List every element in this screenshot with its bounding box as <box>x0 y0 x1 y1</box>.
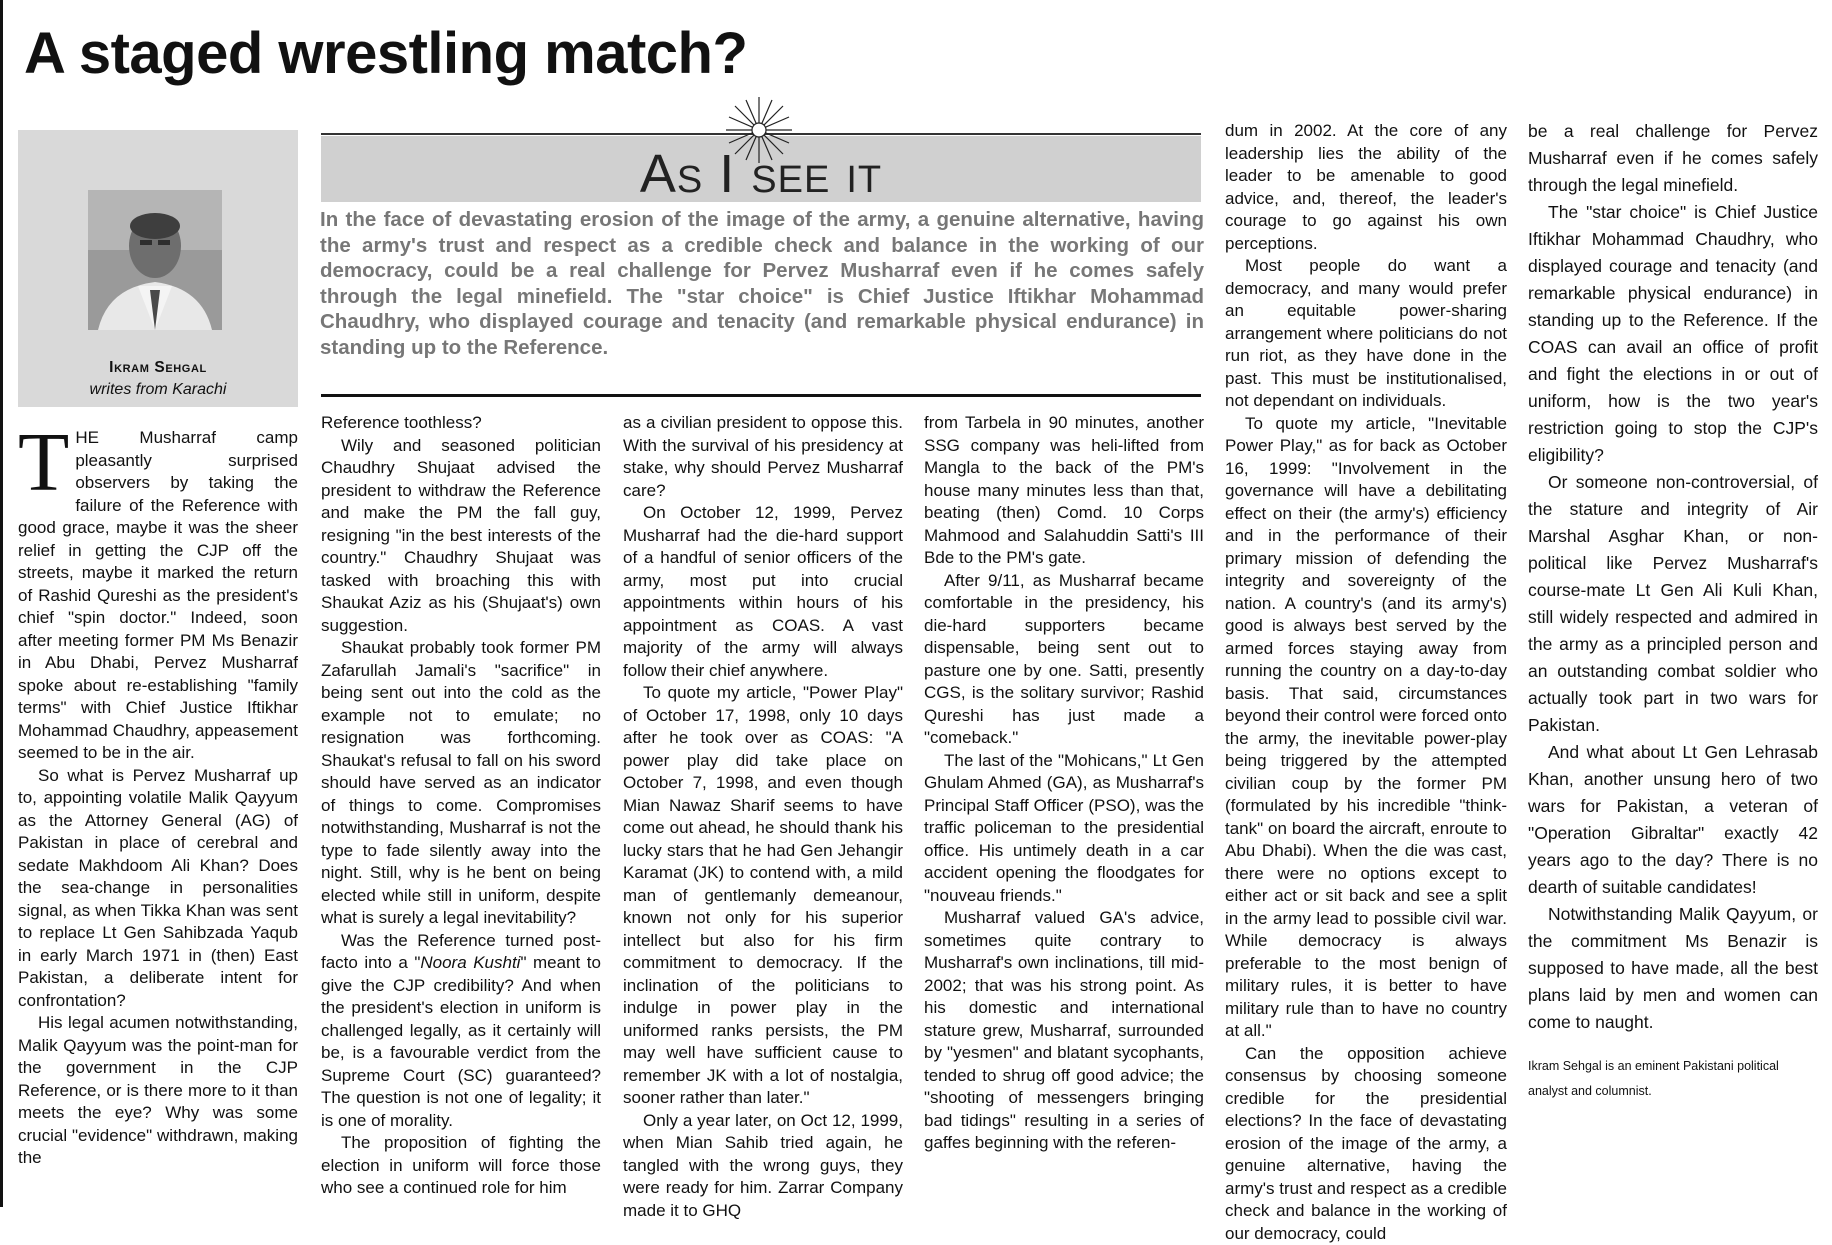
author-location: writes from Karachi <box>18 381 298 399</box>
pullquote: In the face of devastating erosion of the image of the army, a genuine alternative, having the army's trust and respect as a credible check and balance in the working of our democracy, could be a real challenge for Pervez Musharraf even if he comes safely through the legal minefield. The "star choice" is Chief Justice Iftikhar Mohammad Chaudhry, who displayed courage and tenacity (and remarkable physical endurance) in standing up to the Reference. <box>320 207 1204 360</box>
author-portrait-image <box>88 190 222 330</box>
paragraph: Only a year later, on Oct 12, 1999, when Mian Sahib tried again, he tangled with the wrong guys, they were ready for him. Zarrar Company made it to GHQ <box>623 1110 903 1223</box>
paragraph: To quote my article, "Inevitable Power Play," as for back as October 16, 1999: "Involvement in the governance will have a debilitating effect on their (the army's) efficiency and in the performance of their primary mission of defending the integrity and sovereignty of the nation. A country's (and its army's) good is always best served by the armed forces staying away from running the country on a day-to-day basis. That said, circumstances beyond their control were forced onto the army, the inevitable power-play being triggered by the attempted civilian coup by the former PM (formulated by his incredible "think-tank" on board the aircraft, enroute to Abu Dhabi). When the die was cast, there were no options except to either act or sit back and see a split in the army lead to possible civil war. While democracy is always preferable to the most benign of military rules, it is better to have military rule than to have no country at all." <box>1225 413 1507 1043</box>
paragraph: To quote my article, "Power Play" of October 17, 1998, only 10 days after he took over as COAS: "A power play did take place on October 7, 1998, and even though Mian Nawaz Sharif seems to have come out ahead, he should thank his lucky stars that he had Gen Jehangir Karamat (JK) to contend with, a mild man of gentlemanly demeanour, known not only for his superior intellect but also for his firm commitment to democracy. If the inclination of the politicians to indulge in power play in the uniformed ranks persists, the PM may well have sufficient cause to remember JK with a lot of nostalgia, sooner rather than later." <box>623 682 903 1110</box>
column-1 <box>18 427 298 1170</box>
paragraph: Or someone non-controversial, of the stature and integrity of Air Marshal Asghar Khan, or non-political like Pervez Musharraf's course-mate Lt Gen Ali Kuli Khan, still widely respected and admired in the army as a principled person and an outstanding combat soldier who actually took part in two wars for Pakistan. <box>1528 469 1818 739</box>
paragraph: Shaukat probably took former PM Zafarullah Jamali's "sacrifice" in being sent out into the cold as the example not to emulate; no resignation was forthcoming. Shaukat's refusal to fall on his sword should have served as an indicator of things to come. Compromises notwithstanding, Musharraf is not the type to fade silently away into the night. Still, why is he bent on being elected while still in uniform, despite what is surely a legal inevitability? <box>321 637 601 930</box>
paragraph: The last of the "Mohicans," Lt Gen Ghulam Ahmed (GA), as Musharraf's Principal Staff Officer (PSO), was the traffic policeman to the presidential office. His untimely death in a car accident opening the floodgates for "nouveau friends." <box>924 750 1204 908</box>
column-4 <box>924 412 1204 1155</box>
author-bio: Ikram Sehgal is an eminent Pakistani political analyst and columnist. <box>1528 1054 1818 1104</box>
paragraph: from Tarbela in 90 minutes, another SSG company was heli-lifted from Mangla to the back of the PM's house many minutes less than that, beating (then) Comd. 10 Corps Mahmood and Salahuddin Satti's III Bde to the PM's gate. <box>924 412 1204 570</box>
italic-term: Noora Kushti <box>420 953 520 972</box>
left-margin-rule <box>0 0 3 1207</box>
paragraph <box>321 930 601 1133</box>
drop-cap: T <box>18 431 69 495</box>
paragraph: So what is Pervez Musharraf up to, appointing volatile Malik Qayyum as the Attorney General (AG) of Pakistan in place of cerebral and sedate Makhdoom Ali Khan? Does the sea-change in personalities signal, as when Tikka Khan was sent to replace Lt Gen Sahibzada Yaqub in early March 1971 in (then) East Pakistan, a deliberate intent for confrontation? <box>18 765 298 1013</box>
paragraph: Wily and seasoned politician Chaudhry Shujaat advised the president to withdraw the Reference and make the PM the fall guy, resigning "in the best interests of the country." Chaudhry Shujaat was tasked with broaching this with Shaukat Aziz as his (Shujaat's) own suggestion. <box>321 435 601 638</box>
column-6 <box>1528 118 1818 1104</box>
paragraph: And what about Lt Gen Lehrasab Khan, another unsung hero of two wars for Pakistan, a veteran of "Operation Gibraltar" exactly 42 years ago to the day? There is no dearth of suitable candidates! <box>1528 739 1818 901</box>
paragraph: Can the opposition achieve consensus by choosing someone credible for the presidential elections? In the face of devastating erosion of the image of the army, a genuine alternative, having the army's trust and respect as a credible check and balance in the working of our democracy, could <box>1225 1043 1507 1245</box>
paragraph: On October 12, 1999, Pervez Musharraf had the die-hard support of a handful of senior officers of the army, most put into crucial appointments within hours of his appointment as COAS. A vast majority of the army will always follow their chief anywhere. <box>623 502 903 682</box>
paragraph: The proposition of fighting the election in uniform will force those who see a continued role for him <box>321 1132 601 1200</box>
paragraph: be a real challenge for Pervez Musharraf even if he comes safely through the legal minefield. <box>1528 118 1818 199</box>
paragraph: dum in 2002. At the core of any leadership lies the ability of the leader to be amenable to good advice, and, thereof, the leader's courage to go against his own perceptions. <box>1225 120 1507 255</box>
paragraph-text: " meant to give the CJP credibility? And when the president's election in uniform is challenged legally, as it certainly will be, is a favourable verdict from the Supreme Court (SC) guaranteed? The question is not one of legality; it is one of morality. <box>321 953 601 1130</box>
paragraph: The "star choice" is Chief Justice Iftikhar Mohammad Chaudhry, who displayed courage and tenacity (and remarkable physical endurance) in standing up to the Reference. If the COAS can avail an office of profit and fight the elections in or out of uniform, how is the two year's restriction going to stop the CJP's eligibility? <box>1528 199 1818 469</box>
paragraph <box>18 427 298 765</box>
author-photo <box>88 190 222 330</box>
paragraph-text: Was the Reference turned post-facto into a " <box>321 931 601 973</box>
paragraph: Most people do want a democracy, and many would prefer an equitable power-sharing arrangement where politicians do not run riot, as they have done in the past. This must be institutionalised, not dependant on individuals. <box>1225 255 1507 413</box>
column-3 <box>623 412 903 1222</box>
paragraph: Musharraf valued GA's advice, sometimes quite contrary to Musharraf's own inclinations, till mid-2002; that was his strong point. As his domestic and international stature grew, Musharraf, surrounded by "yesmen" and blatant sycophants, tended to shrug off good advice; the "shooting of messengers bringing bad tidings" resulting in a series of gaffes beginning with the referen- <box>924 907 1204 1155</box>
paragraph: as a civilian president to oppose this. With the survival of his presidency at stake, why should Pervez Musharraf care? <box>623 412 903 502</box>
column-2 <box>321 412 601 1200</box>
author-name: Ikram Sehgal <box>18 359 298 377</box>
paragraph: Reference toothless? <box>321 412 601 435</box>
headline: A staged wrestling match? <box>24 20 747 87</box>
paragraph: Notwithstanding Malik Qayyum, or the commitment Ms Benazir is supposed to have made, all the best plans laid by men and women can come to naught. <box>1528 901 1818 1036</box>
paragraph: After 9/11, as Musharraf became comfortable in the presidency, his die-hard supporters became dispensable, being sent out to pasture one by one. Satti, presently CGS, is the solitary survivor; Rashid Qureshi has just made a "comeback." <box>924 570 1204 750</box>
paragraph-text: HE Musharraf camp pleasantly surprised observers by taking the failure of the Reference with good grace, maybe it was the sheer relief in getting the CJP off the streets, maybe it marked the return of Rashid Qureshi as the president's chief "spin doctor." Indeed, soon after meeting former PM Ms Benazir in Abu Dhabi, Pervez Musharraf spoke about re-establishing "family terms" with Chief Justice Iftikhar Mohammad Chaudhry, appeasement seemed to be in the air. <box>18 428 298 762</box>
column-title: As I see it <box>321 144 1201 204</box>
paragraph: His legal acumen notwithstanding, Malik Qayyum was the point-man for the government in the CJP Reference, or is there more to it than meets the eye? Why was some crucial "evidence" withdrawn, making the <box>18 1012 298 1170</box>
column-5 <box>1225 120 1507 1245</box>
pullquote-rule <box>321 394 1201 397</box>
